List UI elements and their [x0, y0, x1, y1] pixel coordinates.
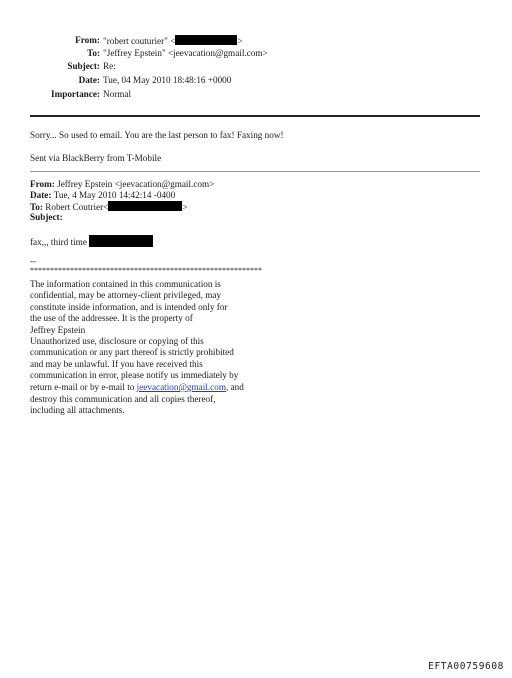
quote-divider: [30, 171, 480, 172]
header-divider: [30, 115, 480, 117]
subject-value: Re:: [103, 61, 116, 71]
disclaimer-stars: **********************************************************: [30, 266, 262, 275]
quoted-to-value: Robert Coutrier<: [42, 202, 109, 212]
disclaimer-line: confidential, may be attorney-client privileged, may: [30, 290, 222, 301]
from-value: "robert couturier" <: [103, 36, 176, 46]
disclaimer-notify-row: [30, 382, 244, 393]
redaction-box: [175, 35, 237, 45]
disclaimer-closing-line: including all attachments.: [30, 404, 125, 415]
redaction-box: [89, 235, 153, 247]
from-label: From:: [75, 35, 100, 45]
quoted-body-row: [30, 235, 153, 248]
document-id: EFTA00759608: [428, 661, 504, 672]
redaction-box: [108, 201, 182, 211]
quoted-from-value: Jeffrey Epstein <jeevacation@gmail.com>: [54, 179, 215, 189]
quoted-date-value: Tue, 4 May 2010 14:42:14 -0400: [51, 190, 176, 200]
notify-suffix: , and: [225, 382, 244, 392]
date-label: Date:: [78, 75, 100, 85]
quoted-from-row: [30, 179, 214, 190]
disclaimer-line: constitute inside information, and is intended only for: [30, 301, 228, 312]
email-link[interactable]: jeevacation@gmail.com: [136, 382, 226, 392]
subject-label: Subject:: [67, 61, 100, 71]
disclaimer-line: communication or any part thereof is strictly prohibited: [30, 347, 234, 358]
from-close: >: [237, 36, 243, 46]
to-label: To:: [87, 48, 100, 58]
quoted-to-label: To:: [30, 202, 43, 212]
quoted-subject-row: [30, 212, 63, 223]
to-value: "Jeffrey Epstein" <jeevacation@gmail.com>: [103, 48, 268, 58]
quoted-subject-label: Subject:: [30, 212, 63, 222]
reply-body: Sorry... So used to email. You are the last person to fax! Faxing now!: [30, 130, 284, 140]
notify-prefix: return e-mail or by e-mail to: [30, 382, 137, 392]
quoted-date-row: [30, 190, 175, 201]
quoted-date-label: Date:: [30, 190, 52, 200]
importance-label: Importance:: [51, 89, 100, 99]
disclaimer-line: The information contained in this communication is: [30, 279, 221, 289]
quoted-to-close: >: [182, 202, 188, 212]
importance-value: Normal: [103, 89, 132, 99]
disclaimer-line: communication in error, please notify us immediately by: [30, 370, 239, 381]
disclaimer-line: the use of the addressee. It is the property of: [30, 313, 193, 324]
quoted-body: fax,,, third time: [30, 237, 87, 247]
disclaimer-line: Unauthorized use, disclosure or copying of this: [30, 336, 204, 346]
disclaimer-line: Jeffrey Epstein: [30, 324, 86, 335]
disclaimer-line: and may be unlawful. If you have received this: [30, 358, 203, 369]
quoted-from-label: From:: [30, 179, 55, 189]
disclaimer-closing-line: destroy this communication and all copies thereof,: [30, 393, 216, 404]
date-value: Tue, 04 May 2010 18:48:16 +0000: [103, 75, 232, 85]
signature-dashes: --: [30, 256, 37, 266]
reply-signature: Sent via BlackBerry from T-Mobile: [30, 153, 162, 163]
